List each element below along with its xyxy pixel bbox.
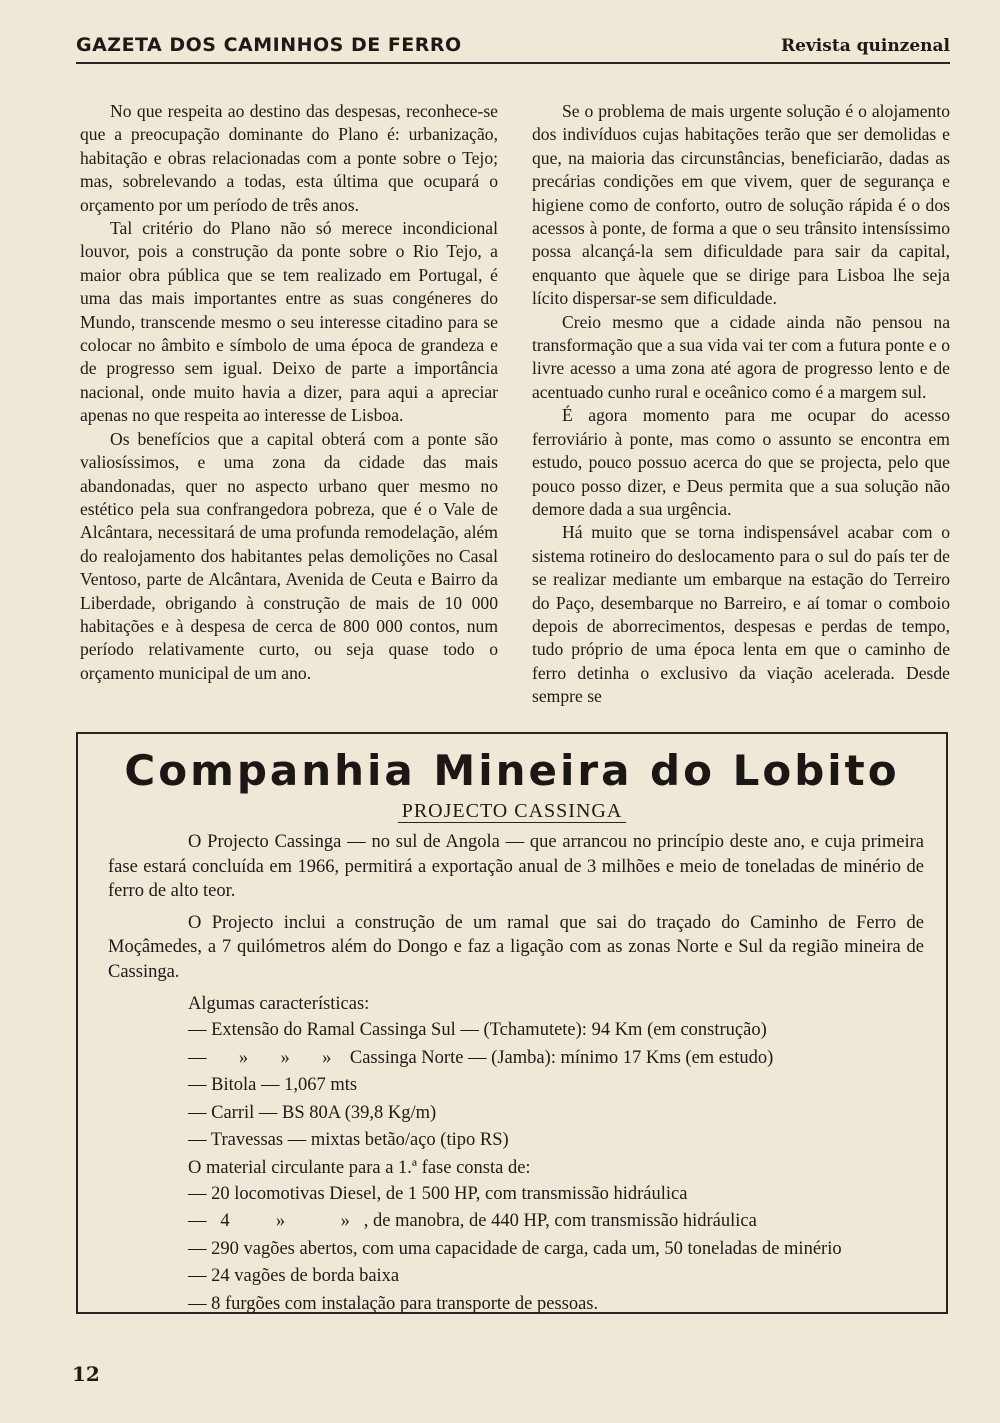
features-heading: Algumas características:	[188, 994, 370, 1014]
paragraph: Os benefícios que a capital obterá com a ponte são valiosíssimos, e uma zona da cidade das mais abandonadas, quer no aspecto urbano quer mesmo no estético pela sua confrangedora pobreza, que é o Vale de Alcântara, necessitará de uma profunda remodelação, além do realojamento dos habitantes pelas demolições no Casal Ventoso, parte de Alcântara, Avenida de Ceuta e Bairro da Liberdade, obrigando à construção de mais de 10 000 habitações e à despesa de cerca de 800 000 contos, num período relativamente curto, ou seja quase todo o orçamento municipal de um ano.	[80, 428, 498, 683]
advertisement-box	[76, 732, 948, 1314]
rolling-stock-item: — 24 vagões de borda baixa	[188, 1266, 400, 1286]
paragraph: Se o problema de mais urgente solução é o alojamento dos indivíduos cujas habitações terão que ser demolidas e que, na maioria das circunstâncias, beneficiarão, dadas as precárias condições em que vivem, quer de segurança e higiene como de conforto, outro de solução rápida é o dos acessos à ponte, de forma a que o seu trânsito intensíssimo possa alcançá-la sem dificuldade para sair da capital, enquanto que àquele que se dirige para Lisboa lhe seja lícito dispersar-se sem dificuldade.	[532, 101, 950, 309]
ad-paragraph: O Projecto Cassinga — no sul de Angola — que arrancou no princípio deste ano, e cuja primeira fase estará concluída em 1966, permitirá a exportação anual de 3 milhões e meio de toneladas de minério de ferro de alto teor.	[108, 832, 924, 901]
feature-item: — Travessas — mixtas betão/aço (tipo RS)	[188, 1130, 509, 1150]
running-header	[76, 32, 950, 64]
ad-paragraph: O Projecto inclui a construção de um ramal que sai do traçado do Caminho de Ferro de Moçâmedes, a 7 quilómetros além do Dongo e faz a ligação com as zonas Norte e Sul da região mineira de Cassinga.	[108, 912, 924, 982]
left-column	[80, 100, 498, 695]
rolling-stock-item: — 290 vagões abertos, com uma capacidade de carga, cada um, 50 toneladas de minério	[188, 1238, 842, 1259]
page-number: 12	[72, 1362, 100, 1386]
ad-body	[108, 830, 924, 1318]
rolling-stock-item: — 8 furgões com instalação para transporte de pessoas.	[188, 1293, 599, 1314]
right-column	[532, 100, 950, 707]
rolling-stock-item: — 4 » » , de manobra, de 440 HP, com transmissão hidráulica	[188, 1211, 757, 1231]
article-columns	[80, 100, 950, 707]
paragraph: Há muito que se torna indispensável acabar com o sistema rotineiro do deslocamento para o sul do país ter de se realizar mediante um embarque na estação do Terreiro do Paço, desembarque no Barreiro, e aí tomar o comboio depois de aborrecimentos, despesas e perdas de tempo, tudo próprio de uma época lenta em que o caminho de ferro detinha o exclusivo da viação acelerada. Desde sempre se	[532, 522, 950, 707]
paragraph: Tal critério do Plano não só merece incondicional louvor, pois a construção da ponte sobre o Rio Tejo, a maior obra pública que se tem realizado em Portugal, é uma das mais importantes entre as suas congéneres do Mundo, transcende mesmo o seu interesse citadino para se colocar no âmbito e símbolo de uma época de grandeza e de progresso sem igual. Deixo de parte a importância nacional, onde muito havia a dizer, para aqui a apreciar apenas no que respeita ao interesse de Lisboa.	[80, 218, 498, 426]
paragraph: Creio mesmo que a cidade ainda não pensou na transformação que a sua vida vai ter com a futura ponte e o livre acesso a uma zona até agora de progresso lento e de acentuado cunho rural e oceânico como é a margem sul.	[532, 311, 950, 402]
rolling-stock-heading: O material circulante para a 1.ª fase consta de:	[188, 1157, 531, 1178]
paragraph: No que respeita ao destino das despesas, reconhece-se que a preocupação dominante do Plano é: urbanização, habitação e obras relacionadas com a ponte sobre o Tejo; mas, sobrelevando a todas, esta última que ocupará o orçamento por um período de três anos.	[80, 101, 498, 215]
feature-item: — Bitola — 1,067 mts	[188, 1075, 358, 1095]
feature-item: — » » » Cassinga Norte — (Jamba): mínimo 17 Kms (em estudo)	[188, 1047, 774, 1068]
feature-item: — Extensão do Ramal Cassinga Sul — (Tchamutete): 94 Km (em construção)	[188, 1020, 767, 1040]
ad-subtitle	[78, 800, 946, 823]
ad-subtitle-text: PROJECTO CASSINGA	[398, 800, 627, 823]
rolling-stock-item: — 20 locomotivas Diesel, de 1 500 HP, com transmissão hidráulica	[188, 1183, 688, 1204]
feature-item: — Carril — BS 80A (39,8 Kg/m)	[188, 1102, 437, 1123]
journal-title: GAZETA DOS CAMINHOS DE FERRO	[76, 34, 462, 56]
paragraph: É agora momento para me ocupar do acesso ferroviário à ponte, mas como o assunto se encontra em estudo, pouco possuo acerca do que se projecta, pelo que pouco posso dizer, e Deus permita que a sua solução não demore dada a sua urgência.	[532, 405, 950, 519]
journal-frequency: Revista quinzenal	[780, 36, 950, 56]
ad-company-name: Companhia Mineira do Lobito	[124, 746, 900, 795]
